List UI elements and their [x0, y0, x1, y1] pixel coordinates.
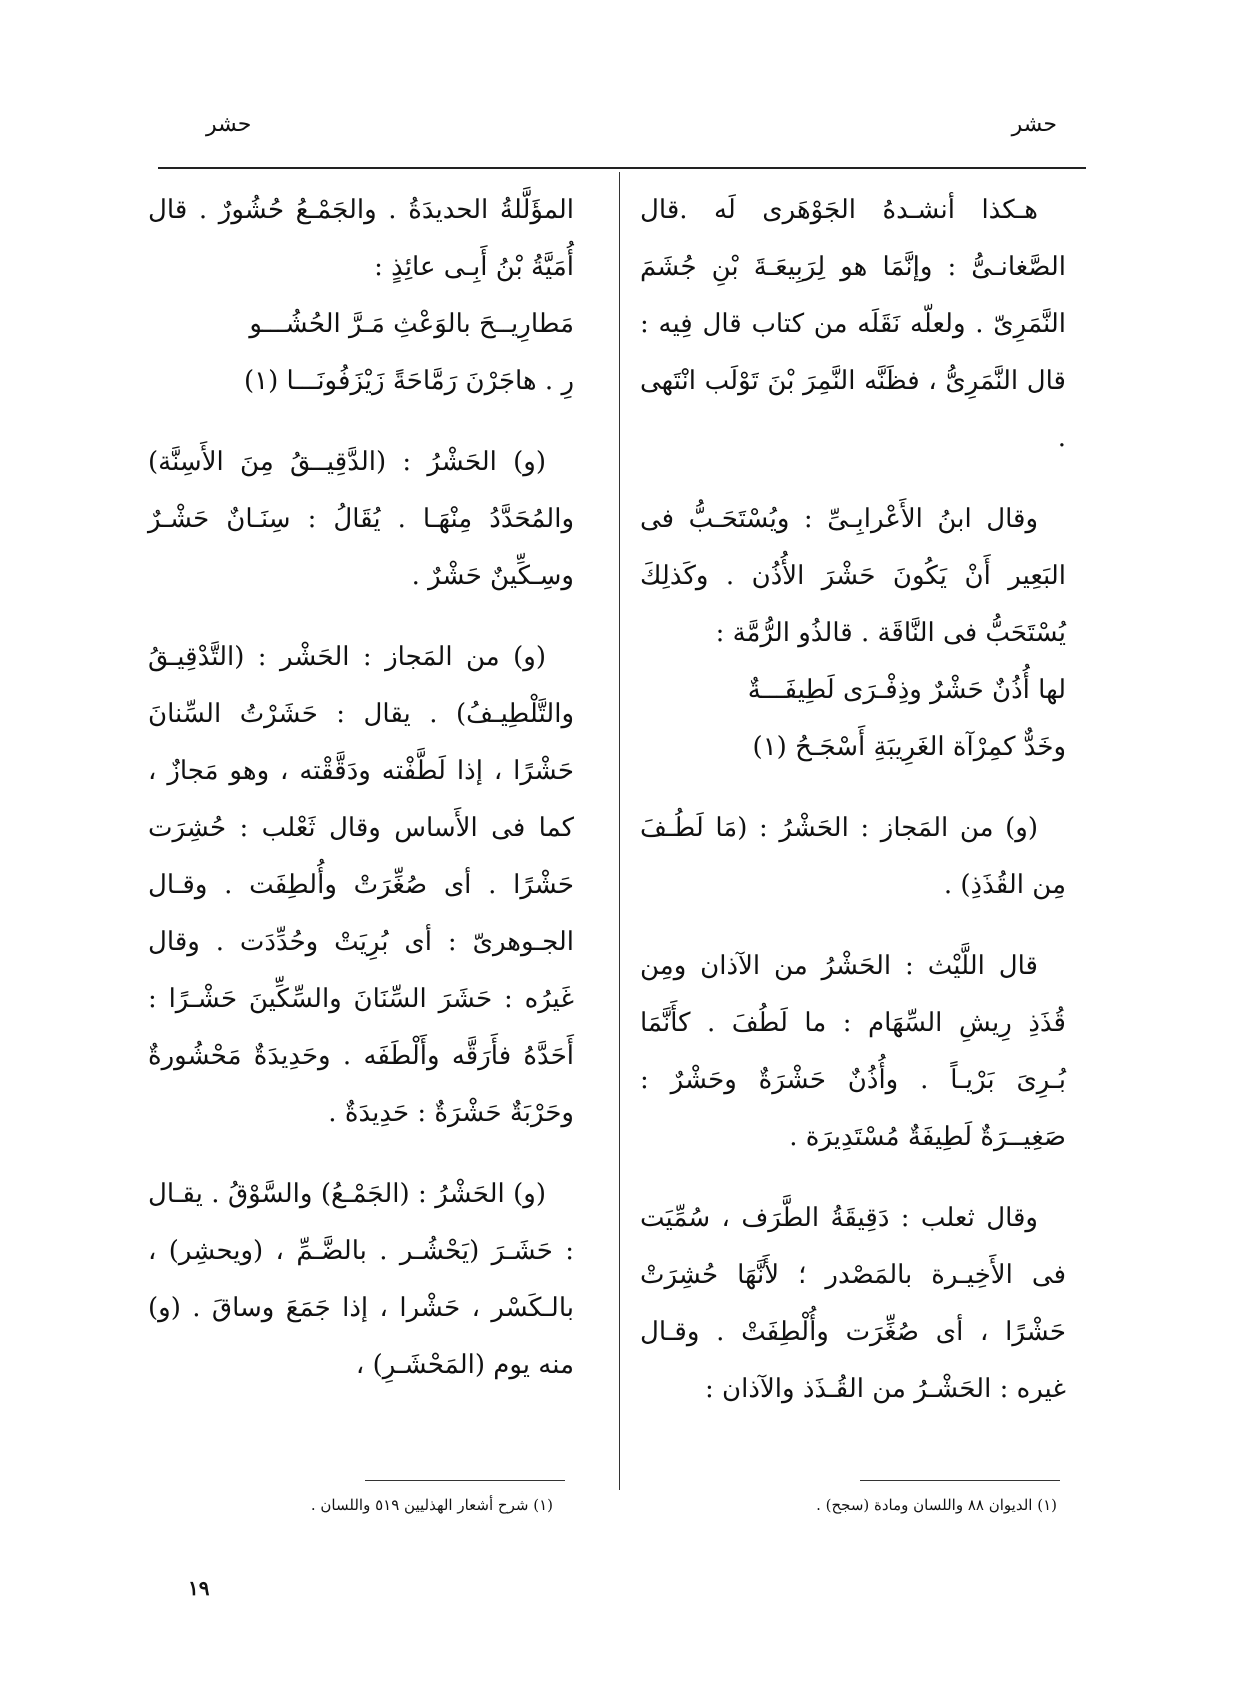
- left-paragraph-3: (و) من المَجاز : الحَشْر : (التَّدْقِيـقُ والتَّلْطِيـفُ) . يقال : حَشَرْتُ السِّنانَ حَشْرًا ، إذا لَطَّفْته ودَقَّقْته ، وهو مَجازٌ ، كما فى الأَساس وقال ثَعْلب : حُشِرَت حَشْرًا . أى صُغِّرَتْ وأُلطِفَت . وقـال الجـوهرىّ : أى بُرِيَتْ وحُدِّدَت . وقال غَيرُه : حَشَرَ السِّنَانَ والسِّكِّينَ حَشْـرًا : أَحَدَّهُ فأَرَقَّه وأَلْطَفَه . وحَدِيدَةٌ مَحْشُورةٌ وحَرْبَةٌ حَشْرَةٌ : حَدِيدَةٌ .: [148, 642, 574, 1128]
- right-paragraph-1: هـكذا أنشـدهُ الجَوْهَرى لَه .قال الصَّغانـىُّ : وإنَّمَا هو لِرَبِيعَـةَ بْنِ جُشَمَ النَّمَرِىّ . ولعلّه نَقَلَه من كتاب قال فِيه : قال النَّمَرِىُّ ، فظَنَّه النَّمِرَ بْنَ تَوْلَب انْتَهى .: [640, 195, 1066, 453]
- right-paragraph-3: (و) من المَجاز : الحَشْرُ : (مَا لَطُـفَ مِن القُذَذِ) .: [640, 813, 1066, 900]
- right-paragraph-2: وقال ابنُ الأَعْرابِـىِّ : ويُسْتَحَـبُّ فى البَعِير أَنْ يَكُونَ حَشْرَ الأُذُن . وكَذلِكَ يُسْتَحَبُّ فى النَّاقَة . قالذُو الرُّمَّة :: [640, 504, 1066, 648]
- column-divider: [619, 172, 620, 1490]
- page-number: ١٩: [188, 1576, 210, 1600]
- left-verse: [148, 296, 574, 410]
- footnote-rule-left: [365, 1480, 565, 1481]
- right-verse-line-2: وخَدٌّ كمِرْآة الغَرِيبَةِ أَسْجَـحُ (١): [752, 732, 1066, 762]
- left-paragraph-1: المؤَلَّلةُ الحديدَةُ . والجَمْـعُ حُشُورٌ . قال أُمَيَّةُ بْنُ أَبِـى عائِذٍ :: [148, 195, 574, 282]
- left-verse-line-1: مَطارِيــحَ بالوَعْثِ مَـرَّ الحُشُـــو: [249, 309, 574, 339]
- running-header-right: حشر: [1011, 112, 1057, 137]
- header-rule: [158, 167, 1086, 169]
- right-verse-line-1: لها أُذُنٌ حَشْرٌ وذِفْـرَى لَطِيفَـــةٌ: [747, 675, 1066, 705]
- right-column: [640, 182, 1066, 1418]
- right-verse: [640, 662, 1066, 776]
- right-paragraph-4: قال اللَّيْث : الحَشْرُ من الآذان ومِن قُذَذِ رِيشِ السِّهَام : ما لَطُفَ . كأَنَّمَا بُـرِىَ بَرْيـاً . وأُذُنٌ حَشْرَةٌ وحَشْرٌ : صَغِيــرَةٌ لَطِيفَةٌ مُسْتَدِيرَة .: [640, 951, 1066, 1152]
- left-paragraph-2: (و) الحَشْرُ : (الدَّقِيــقُ مِنَ الأَسِنَّة) والمُحَدَّدُ مِنْهَـا . يُقَالُ : سِنَـانٌ حَشْـرٌ وسِـكِّينٌ حَشْرٌ .: [148, 447, 574, 591]
- left-verse-line-2: رِ . هاجَرْنَ رَمَّاحَةً زَيْزَفُونَـــا (١): [244, 366, 574, 396]
- left-column: [148, 182, 574, 1394]
- footnote-right: (١) الديوان ٨٨ واللسان ومادة (سجح) .: [816, 1496, 1057, 1514]
- footnote-left: (١) شرح أشعار الهذليين ٥١٩ واللسان .: [310, 1496, 553, 1514]
- right-paragraph-5: وقال ثعلب : دَقِيقَةُ الطَّرَف ، سُمِّيَت فى الأَخِيـرة بالمَصْدر ؛ لأَنَّهَا حُشِرَتْ حَشْرًا ، أى صُغِّرَت وأُلْطِفَتْ . وقـال غيره : الحَشْـرُ من القُـذَذ والآذان :: [640, 1203, 1066, 1404]
- running-header-left: حشر: [206, 112, 252, 137]
- footnote-rule-right: [860, 1480, 1060, 1481]
- left-paragraph-4: (و) الحَشْرُ : (الجَمْـعُ) والسَّوْقُ . يقـال : حَشَـرَ (يَحْشُـر . بالضَّـمِّ ، (ويحشِر) ، بالـكَسْر ، حَشْرا ، إذا جَمَعَ وساقَ . (و) منه يوم (المَحْشَـرِ) ،: [148, 1179, 574, 1380]
